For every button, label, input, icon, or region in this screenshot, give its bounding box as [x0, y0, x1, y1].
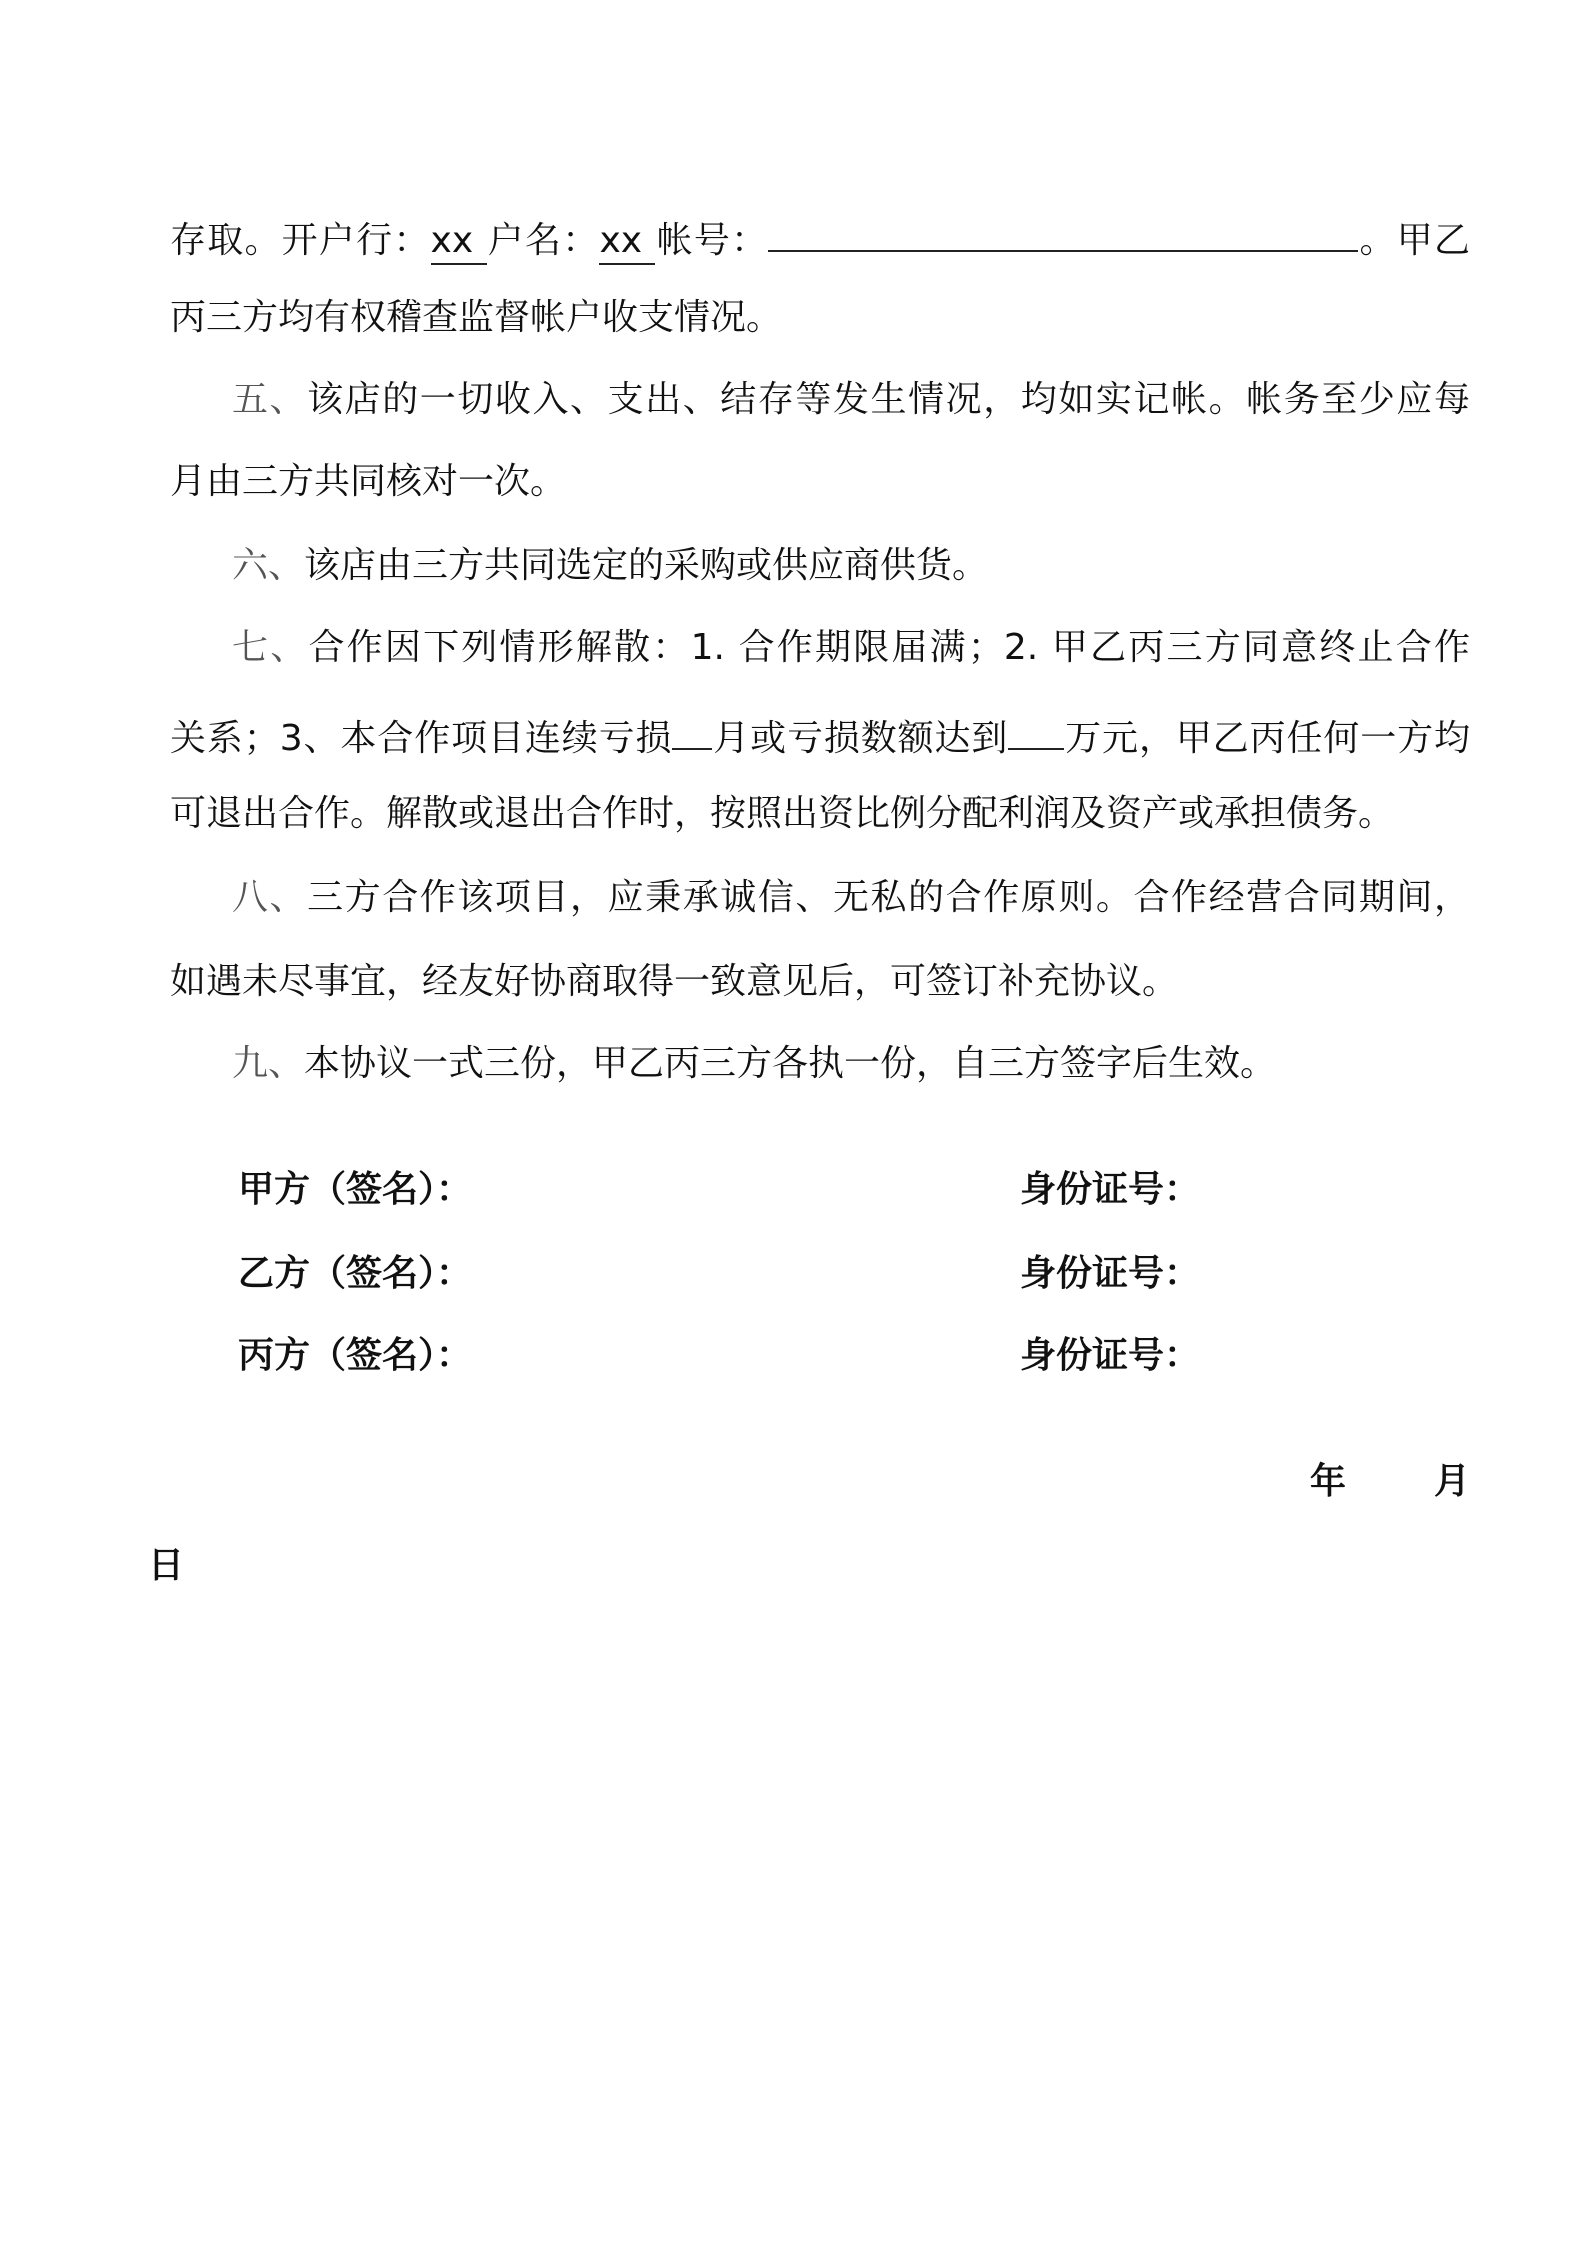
clause-7-number: 七、 — [232, 627, 309, 668]
clause-7-line-2 — [170, 708, 1470, 759]
clause-8-line-1 — [232, 874, 1470, 922]
clause-7-text-1: 合作因下列情形解散：1. 合作期限届满；2. 甲乙丙三方同意终止合作 — [308, 627, 1470, 668]
date-year-label: 年 — [1310, 1461, 1347, 1502]
clause-6-line-1 — [232, 542, 1470, 590]
party-b-signature-label: 乙方（签名）： — [238, 1253, 473, 1294]
party-a-signature-label: 甲方（签名）： — [238, 1169, 473, 1210]
clause-5-text-1: 该店的一切收入、支出、结存等发生情况，均如实记帐。帐务至少应每 — [307, 379, 1470, 420]
clause-7-line-1 — [232, 624, 1470, 672]
account-number-field[interactable] — [768, 210, 1358, 252]
clause-9-line-1 — [232, 1040, 1470, 1088]
clause-5-line-2: 月由三方共同核对一次。 — [170, 461, 567, 502]
bank-field[interactable]: xx — [431, 221, 487, 265]
clause-7-line-3: 可退出合作。解散或退出合作时，按照出资比例分配利润及资产或承担债务。 — [170, 793, 1395, 834]
date-year-month — [1310, 1458, 1470, 1506]
clause-8-number: 八、 — [232, 877, 308, 918]
clause-9-text-1: 本协议一式三份，甲乙丙三方各执一份，自三方签字后生效。 — [304, 1043, 1277, 1084]
clause-6-number: 六、 — [232, 545, 305, 586]
clause-7-text-2a: 关系；3、本合作项目连续亏损 — [170, 718, 673, 759]
text-parties-start: 。甲乙 — [1358, 220, 1470, 261]
text-account-number-label: 帐号： — [655, 220, 769, 261]
party-a-id-label: 身份证号： — [1020, 1169, 1201, 1210]
clause-5-line-1 — [232, 376, 1470, 424]
account-name-field[interactable]: xx — [599, 221, 655, 265]
text-deposit-bank-label: 存取。开户行： — [170, 220, 431, 261]
loss-months-field[interactable] — [672, 708, 712, 750]
text-account-name-label: 户名： — [486, 220, 600, 261]
party-c-signature-label: 丙方（签名）： — [238, 1335, 473, 1376]
party-b-id-label: 身份证号： — [1020, 1253, 1201, 1294]
date-day-label: 日 — [148, 1545, 185, 1586]
clause-8-line-2: 如遇未尽事宜，经友好协商取得一致意见后，可签订补充协议。 — [170, 961, 1179, 1002]
paragraph-line-account — [170, 210, 1470, 261]
clause-7-text-2b: 月或亏损数额达到 — [712, 718, 1009, 759]
clause-6-text-1: 该店由三方共同选定的采购或供应商供货。 — [304, 545, 989, 586]
clause-5-number: 五、 — [232, 379, 308, 420]
clause-7-text-2c: 万元，甲乙丙任何一方均 — [1064, 718, 1470, 759]
clause-9-number: 九、 — [232, 1043, 305, 1084]
paragraph-line-audit: 丙三方均有权稽查监督帐户收支情况。 — [170, 297, 783, 338]
party-c-id-label: 身份证号： — [1020, 1335, 1201, 1376]
date-month-label: 月 — [1433, 1461, 1470, 1502]
loss-amount-field[interactable] — [1008, 708, 1064, 750]
clause-8-text-1: 三方合作该项目，应秉承诚信、无私的合作原则。合作经营合同期间， — [307, 877, 1470, 918]
